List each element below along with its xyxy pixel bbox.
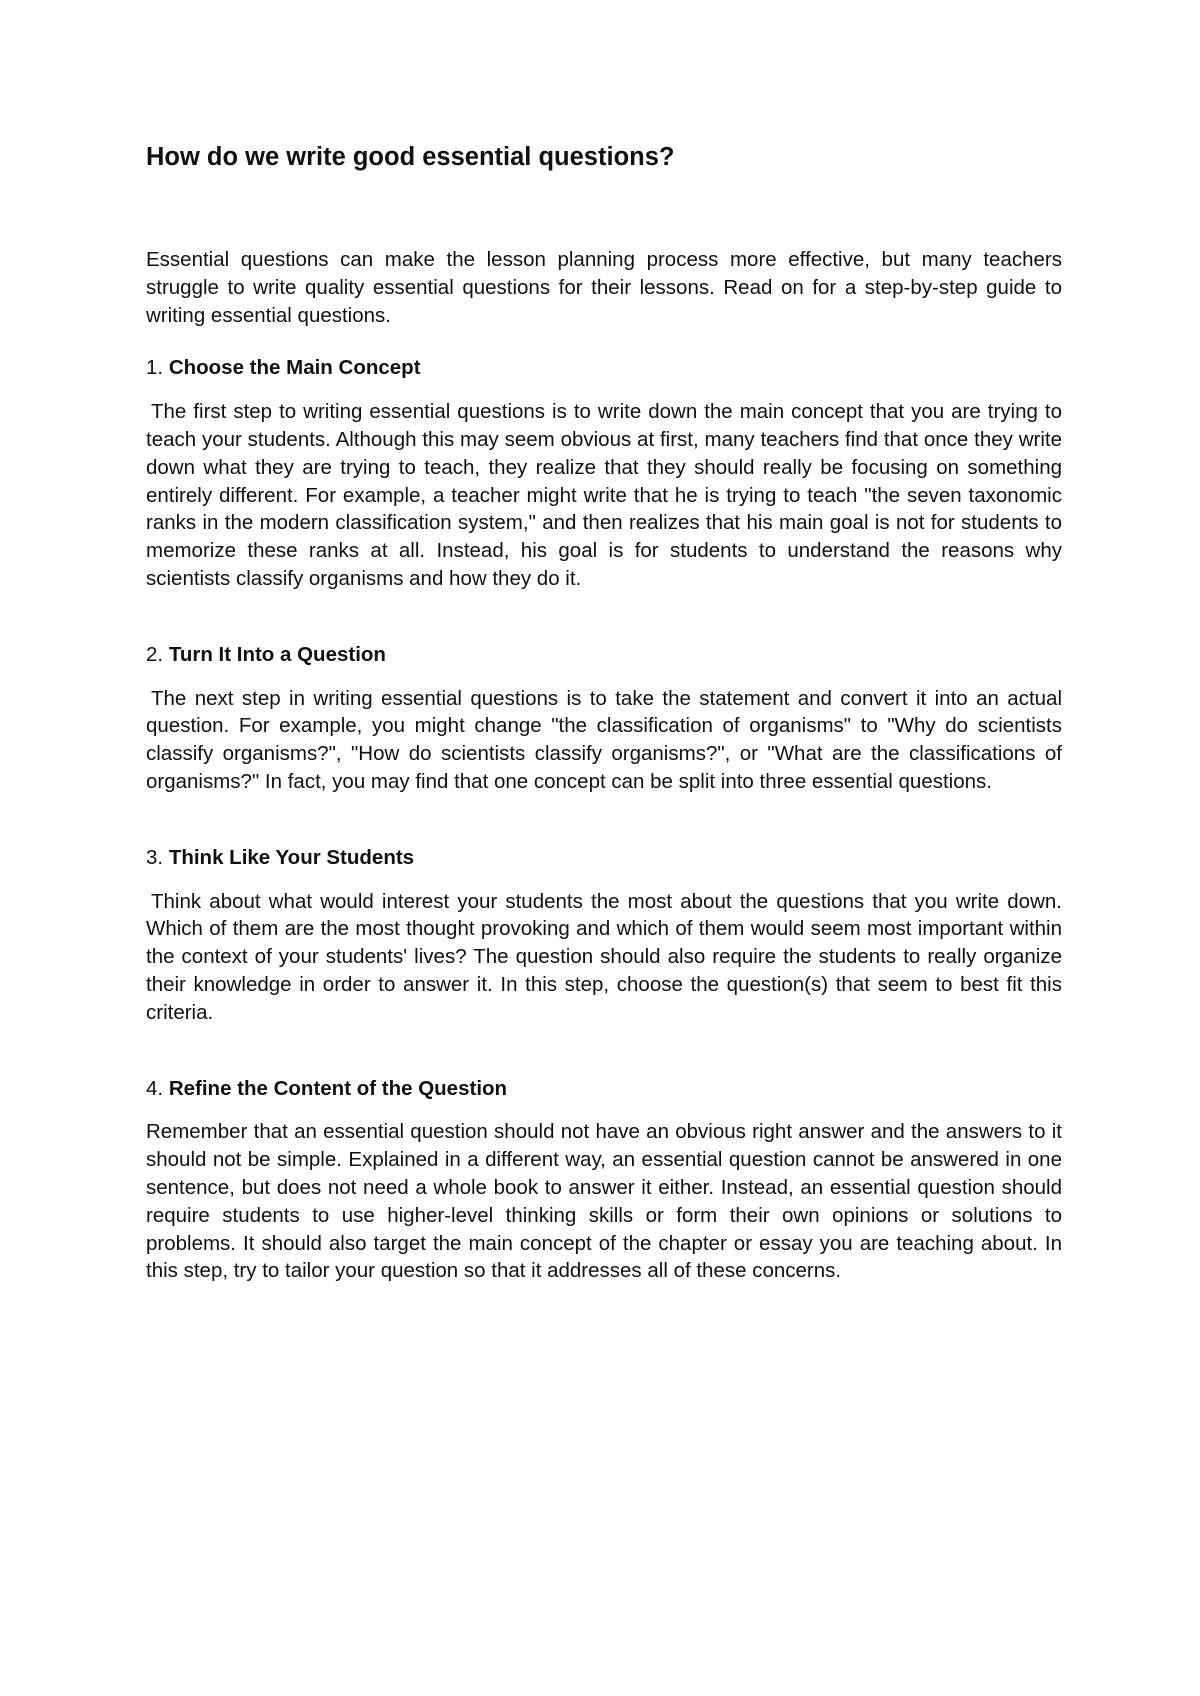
section-heading-3 [146,844,1062,872]
section-number: 4. [146,1076,164,1100]
section-body-4: Remember that an essential question should not have an obvious right answer and the answers to it should not be simple. Explained in a different way, an essential question cannot be answered in one sentence, but does not need a whole book to answer it either. Instead, an essential question should require students to use higher-level thinking skills or form their own opinions or solutions to problems. It should also target the main concept of the chapter or essay you are teaching about. In this step, try to tailor your question so that it addresses all of these concerns. [146,1120,1062,1283]
section-heading-4 [146,1075,1062,1103]
section-body-2: The next step in writing essential questions is to take the statement and convert it into an actual question. For example, you might change "the classification of organisms" to "Why do scientists classify organisms?", "How do scientists classify organisms?", or "What are the classifications of organisms?" In fact, you may find that one concept can be split into three essential questions. [146,686,1062,793]
section-title: Refine the Content of the Question [168,1076,508,1100]
section-body-1: The first step to writing essential questions is to write down the main concept that you are trying to teach your students. Although this may seem obvious at first, many teachers find that once they write down what they are trying to teach, they realize that they should really be focusing on something entirely different. For example, a teacher might write that he is trying to teach "the seven taxonomic ranks in the modern classification system," and then realizes that his main goal is not for students to memorize these ranks at all. Instead, his goal is for students to understand the reasons why scientists classify organisms and how they do it. [146,400,1062,590]
intro-paragraph: Essential questions can make the lesson planning process more effective, but many teachers struggle to write quality essential questions for their lessons. Read on for a step-by-step guide to writing essential questions. [146,248,1062,327]
section-heading-2 [146,641,1062,669]
section-number: 1. [146,356,164,380]
page-title: How do we write good essential questions? [146,143,675,171]
section-body-3: Think about what would interest your students the most about the questions that you write down. Which of them are the most thought provoking and which of them would seem most important within the context of your students' lives? The question should also require the students to really organize their knowledge in order to answer it. In this step, choose the question(s) that seem to best fit this criteria. [146,889,1062,1024]
section-heading-1 [146,354,1062,382]
document-page [146,140,1062,1285]
section-title: Think Like Your Students [168,845,415,869]
section-title: Turn It Into a Question [168,642,386,666]
section-number: 2. [146,642,164,666]
section-title: Choose the Main Concept [168,356,421,380]
section-number: 3. [146,845,164,869]
